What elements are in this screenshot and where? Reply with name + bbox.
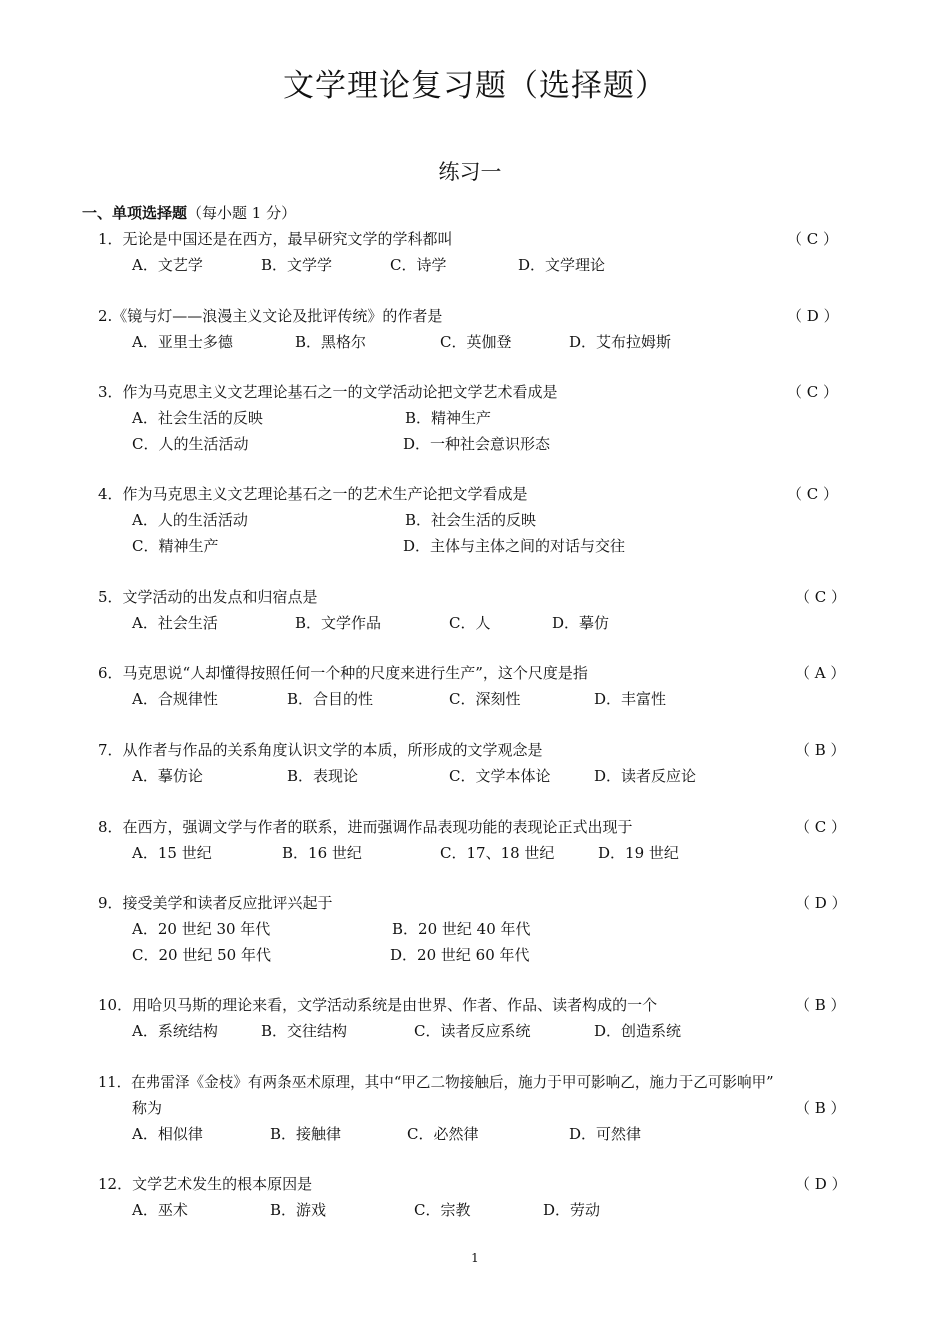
option-a: A．社会生活 bbox=[132, 614, 218, 632]
question-stem: 11．在弗雷泽《金枝》有两条巫术原理，其中“甲乙二物接触后，施力于甲可影响乙，施力于乙可影响甲” bbox=[98, 1074, 774, 1091]
option-c: C．读者反应系统 bbox=[414, 1022, 531, 1040]
option-a: A．摹仿论 bbox=[132, 767, 203, 785]
answer: （ C ） bbox=[795, 588, 847, 606]
option-a: A．社会生活的反映 bbox=[132, 409, 263, 427]
option-d: D．19 世纪 bbox=[598, 844, 679, 862]
question-stem: 2.《镜与灯——浪漫主义文论及批评传统》的作者是 bbox=[98, 307, 443, 325]
question-stem: 7．从作者与作品的关系角度认识文学的本质，所形成的文学观念是 bbox=[98, 741, 543, 759]
option-a: A．相似律 bbox=[132, 1125, 203, 1143]
section-heading bbox=[82, 202, 296, 223]
page-title: 文学理论复习题（选择题） bbox=[283, 68, 667, 104]
option-b: B．社会生活的反映 bbox=[405, 511, 537, 529]
question-stem: 10．用哈贝马斯的理论来看，文学活动系统是由世界、作者、作品、读者构成的一个 bbox=[98, 996, 658, 1014]
option-c: C．20 世纪 50 年代 bbox=[132, 946, 271, 964]
option-b: B．黑格尔 bbox=[295, 333, 367, 351]
option-a: A．文艺学 bbox=[132, 256, 203, 274]
option-b: B．精神生产 bbox=[405, 409, 492, 427]
option-b: B．文学作品 bbox=[295, 614, 382, 632]
answer: （ C ） bbox=[795, 818, 847, 836]
answer: （ D ） bbox=[787, 307, 839, 325]
option-b: B．接触律 bbox=[270, 1125, 342, 1143]
option-d: D．可然律 bbox=[569, 1125, 642, 1143]
answer: （ B ） bbox=[795, 996, 846, 1014]
question-stem: 9．接受美学和读者反应批评兴起于 bbox=[98, 894, 333, 912]
option-d: D．主体与主体之间的对话与交往 bbox=[403, 537, 626, 555]
option-d: D．一种社会意识形态 bbox=[403, 435, 551, 453]
option-c: C．深刻性 bbox=[449, 690, 521, 708]
question-stem-continued: 称为 bbox=[132, 1099, 163, 1117]
option-b: B．表现论 bbox=[287, 767, 359, 785]
option-c: C．英伽登 bbox=[440, 333, 512, 351]
option-c: C．人的生活活动 bbox=[132, 435, 249, 453]
option-b: B．交往结构 bbox=[261, 1022, 348, 1040]
exercise-subtitle: 练习一 bbox=[438, 160, 502, 184]
option-d: D．读者反应论 bbox=[594, 767, 697, 785]
option-b: B．16 世纪 bbox=[282, 844, 362, 862]
question-stem: 8．在西方，强调文学与作者的联系，进而强调作品表现功能的表现论正式出现于 bbox=[98, 818, 633, 836]
option-b: B．合目的性 bbox=[287, 690, 374, 708]
option-c: C．必然律 bbox=[407, 1125, 479, 1143]
option-d: D．摹仿 bbox=[552, 614, 610, 632]
section-heading-label: 一、单项选择题 bbox=[82, 204, 188, 222]
question-stem: 6．马克思说“人却懂得按照任何一个种的尺度来进行生产”，这个尺度是指 bbox=[98, 664, 588, 682]
option-a: A．合规律性 bbox=[132, 690, 218, 708]
option-d: D．劳动 bbox=[543, 1201, 601, 1219]
option-a: A．亚里士多德 bbox=[132, 333, 233, 351]
answer: （ B ） bbox=[795, 1099, 846, 1117]
option-a: A．系统结构 bbox=[132, 1022, 218, 1040]
option-d: D．文学理论 bbox=[518, 256, 606, 274]
section-heading-note: （每小题 1 分） bbox=[187, 204, 297, 222]
answer: （ D ） bbox=[795, 1175, 847, 1193]
option-a: A．巫术 bbox=[132, 1201, 188, 1219]
answer: （ C ） bbox=[787, 485, 839, 503]
option-c: C．文学本体论 bbox=[449, 767, 551, 785]
question-stem: 5．文学活动的出发点和归宿点是 bbox=[98, 588, 318, 606]
option-d: D．丰富性 bbox=[594, 690, 667, 708]
option-b: B．游戏 bbox=[270, 1201, 327, 1219]
option-d: D．20 世纪 60 年代 bbox=[390, 946, 530, 964]
question-stem: 12．文学艺术发生的根本原因是 bbox=[98, 1175, 313, 1193]
answer: （ C ） bbox=[787, 383, 839, 401]
option-c: C．人 bbox=[449, 614, 491, 632]
option-c: C．诗学 bbox=[390, 256, 447, 274]
page-number: 1 bbox=[471, 1251, 479, 1265]
question-stem: 4．作为马克思主义文艺理论基石之一的艺术生产论把文学看成是 bbox=[98, 485, 528, 503]
option-c: C．17、18 世纪 bbox=[440, 844, 555, 862]
answer: （ B ） bbox=[795, 741, 846, 759]
option-a: A．20 世纪 30 年代 bbox=[132, 920, 271, 938]
option-b: B．文学学 bbox=[261, 256, 333, 274]
option-a: A．15 世纪 bbox=[132, 844, 212, 862]
question-stem: 3．作为马克思主义文艺理论基石之一的文学活动论把文学艺术看成是 bbox=[98, 383, 558, 401]
option-c: C．宗教 bbox=[414, 1201, 471, 1219]
option-c: C．精神生产 bbox=[132, 537, 219, 555]
option-d: D．创造系统 bbox=[594, 1022, 682, 1040]
question-stem: 1．无论是中国还是在西方，最早研究文学的学科都叫 bbox=[98, 230, 453, 248]
option-b: B．20 世纪 40 年代 bbox=[392, 920, 531, 938]
answer: （ A ） bbox=[795, 664, 846, 682]
answer: （ D ） bbox=[795, 894, 847, 912]
option-d: D．艾布拉姆斯 bbox=[569, 333, 672, 351]
answer: （ C ） bbox=[787, 230, 839, 248]
option-a: A．人的生活活动 bbox=[132, 511, 248, 529]
